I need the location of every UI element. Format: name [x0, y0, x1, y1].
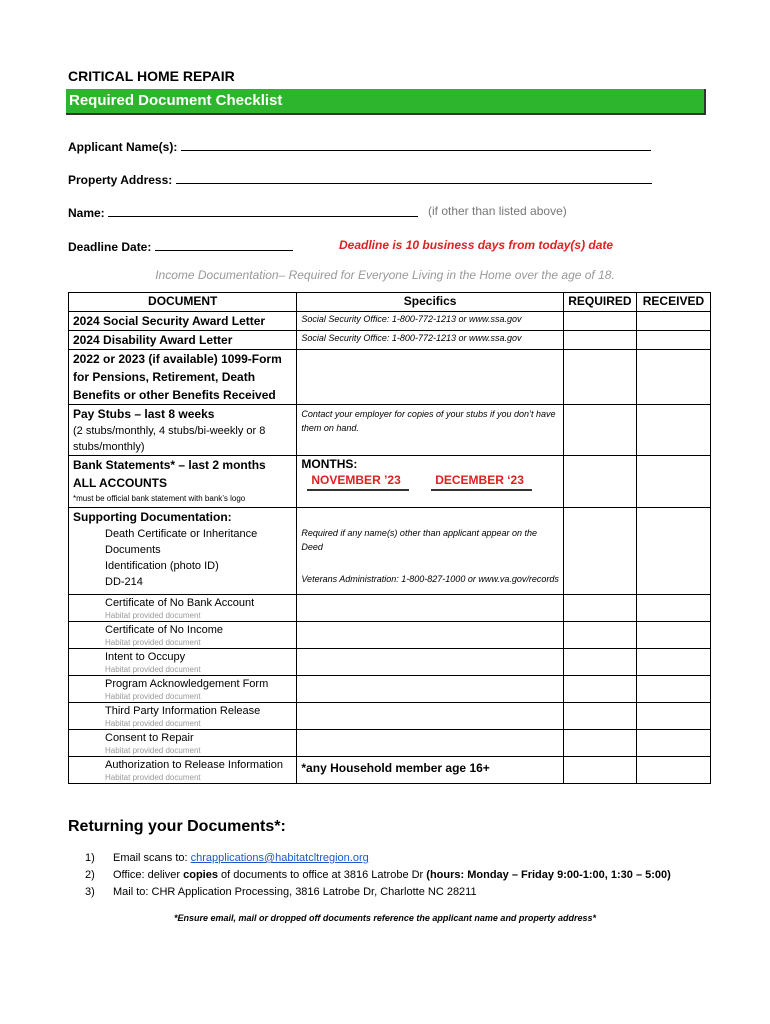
item-number: 3) — [85, 886, 95, 898]
doc-1099-form: 2022 or 2023 (if available) 1099-Form for Pensions, Retirement, Death Benefits or other Benefits Received — [69, 350, 297, 405]
table-row — [69, 331, 711, 350]
returning-title: Returning your Documents*: — [68, 818, 286, 835]
table-row — [69, 622, 711, 649]
item-text: Email scans to: — [113, 852, 191, 864]
list-item — [85, 884, 671, 901]
received-cell[interactable] — [636, 508, 710, 595]
no-bank-label: Certificate of No Bank Account — [105, 597, 255, 609]
required-cell[interactable] — [563, 703, 636, 730]
document-checklist-table — [68, 292, 711, 784]
table-row — [69, 676, 711, 703]
doc-intent — [69, 649, 297, 676]
required-cell[interactable] — [563, 757, 636, 784]
deadline-date-line[interactable] — [155, 238, 293, 251]
doc-bank-statements — [69, 456, 297, 508]
doc-ss-award: 2024 Social Security Award Letter — [69, 312, 297, 331]
doc-authorization — [69, 757, 297, 784]
spec-empty — [297, 350, 563, 405]
required-cell[interactable] — [563, 350, 636, 405]
table-row — [69, 312, 711, 331]
table-row — [69, 456, 711, 508]
spec-ss-award: Social Security Office: 1-800-772-1213 or www.ssa.gov — [297, 312, 563, 331]
required-cell[interactable] — [563, 508, 636, 595]
item-text: Office: deliver — [113, 869, 184, 881]
header-required: REQUIRED — [563, 293, 636, 312]
habitat-note: Habitat provided document — [105, 746, 201, 755]
spec-empty — [297, 703, 563, 730]
doc-disability: 2024 Disability Award Letter — [69, 331, 297, 350]
paystubs-note: (2 stubs/monthly, 4 stubs/bi-weekly or 8 stubs/monthly) — [73, 425, 266, 453]
doc-consent — [69, 730, 297, 757]
consent-label: Consent to Repair — [105, 732, 194, 744]
intent-label: Intent to Occupy — [105, 651, 186, 663]
required-cell[interactable] — [563, 405, 636, 456]
table-row — [69, 757, 711, 784]
doc-no-bank — [69, 595, 297, 622]
table-row — [69, 350, 711, 405]
table-row — [69, 508, 711, 595]
name-line[interactable] — [108, 204, 418, 217]
income-documentation-note: Income Documentation– Required for Everyone Living in the Home over the age of 18. — [155, 268, 615, 282]
program-ack-label: Program Acknowledgement Form — [105, 678, 269, 690]
item-number: 2) — [85, 869, 95, 881]
spec-paystubs: Contact your employer for copies of your stubs if you don’t have them on hand. — [297, 405, 563, 456]
third-party-label: Third Party Information Release — [105, 705, 261, 717]
received-cell[interactable] — [636, 676, 710, 703]
banner-title: Required Document Checklist — [69, 92, 283, 109]
received-cell[interactable] — [636, 622, 710, 649]
received-cell[interactable] — [636, 730, 710, 757]
returning-list — [85, 850, 671, 901]
property-address-label: Property Address: — [68, 173, 173, 187]
required-cell[interactable] — [563, 649, 636, 676]
property-address-field[interactable] — [68, 171, 652, 187]
spec-empty — [297, 649, 563, 676]
spec-empty — [297, 622, 563, 649]
month-december: DECEMBER ‘23 — [431, 473, 532, 491]
doc-third-party — [69, 703, 297, 730]
office-hours: (hours: Monday – Friday 9:00-1:00, 1:30 – 5:00) — [426, 869, 671, 881]
doc-supporting — [69, 508, 297, 595]
received-cell[interactable] — [636, 649, 710, 676]
name-field[interactable] — [68, 204, 418, 220]
required-cell[interactable] — [563, 456, 636, 508]
months-label: MONTHS: — [301, 457, 358, 471]
required-cell[interactable] — [563, 331, 636, 350]
habitat-note: Habitat provided document — [105, 692, 201, 701]
doc-photo-id: Identification (photo ID) — [105, 560, 219, 572]
received-cell[interactable] — [636, 312, 710, 331]
list-item — [85, 867, 671, 884]
spec-supporting — [297, 508, 563, 595]
item-bold: copies — [183, 869, 218, 881]
habitat-note: Habitat provided document — [105, 638, 201, 647]
bank-title: Bank Statements* – last 2 months — [73, 458, 266, 472]
spec-months — [297, 456, 563, 508]
received-cell[interactable] — [636, 703, 710, 730]
spec-dd214: Veterans Administration: 1-800-827-1000 or www.va.gov/records — [301, 574, 559, 584]
spec-household: *any Household member age 16+ — [297, 757, 563, 784]
required-cell[interactable] — [563, 676, 636, 703]
table-row — [69, 405, 711, 456]
applicant-name-label: Applicant Name(s): — [68, 140, 178, 154]
header-specifics: Specifics — [297, 293, 563, 312]
applicant-name-line[interactable] — [181, 138, 651, 151]
habitat-note: Habitat provided document — [105, 773, 201, 782]
received-cell[interactable] — [636, 456, 710, 508]
required-cell[interactable] — [563, 595, 636, 622]
spec-death-certificate: Required if any name(s) other than applicant appear on the Deed — [301, 528, 538, 552]
item-text: of documents to office at 3816 Latrobe Dr — [217, 869, 427, 881]
name-note: (if other than listed above) — [428, 204, 567, 218]
deadline-note: Deadline is 10 business days from today(s) date — [339, 238, 614, 252]
received-cell[interactable] — [636, 595, 710, 622]
applicant-name-field[interactable] — [68, 138, 651, 154]
doc-paystubs — [69, 405, 297, 456]
item-text: Mail to: CHR Application Processing, 3816 Latrobe Dr, Charlotte NC 28211 — [113, 886, 477, 898]
email-link[interactable]: chrapplications@habitatcltregion.org — [190, 852, 369, 864]
required-cell[interactable] — [563, 312, 636, 331]
received-cell[interactable] — [636, 331, 710, 350]
deadline-date-field[interactable] — [68, 238, 293, 254]
bank-note: *must be official bank statement with bank’s logo — [73, 494, 246, 503]
habitat-note: Habitat provided document — [105, 665, 201, 674]
spec-empty — [297, 676, 563, 703]
spec-empty — [297, 730, 563, 757]
name-label: Name: — [68, 206, 105, 220]
spec-empty — [297, 595, 563, 622]
property-address-line[interactable] — [176, 171, 652, 184]
doc-program-ack — [69, 676, 297, 703]
table-row — [69, 595, 711, 622]
table-row — [69, 703, 711, 730]
month-november: NOVEMBER ’23 — [307, 473, 408, 491]
table-row — [69, 730, 711, 757]
bank-all-accounts: ALL ACCOUNTS — [73, 476, 167, 490]
doc-death-certificate: Death Certificate or Inheritance Documents — [105, 528, 258, 556]
item-number: 1) — [85, 852, 95, 864]
table-header-row — [69, 293, 711, 312]
header-received: RECEIVED — [636, 293, 710, 312]
list-item — [85, 850, 671, 867]
required-cell[interactable] — [563, 622, 636, 649]
habitat-note: Habitat provided document — [105, 719, 201, 728]
deadline-date-label: Deadline Date: — [68, 240, 152, 254]
header-document: DOCUMENT — [69, 293, 297, 312]
checklist-banner — [66, 89, 706, 115]
spec-disability: Social Security Office: 1-800-772-1213 or www.ssa.gov — [297, 331, 563, 350]
paystubs-title: Pay Stubs – last 8 weeks — [73, 407, 215, 421]
page-title: CRITICAL HOME REPAIR — [68, 68, 235, 84]
supporting-title: Supporting Documentation: — [73, 510, 232, 524]
received-cell[interactable] — [636, 405, 710, 456]
doc-dd214: DD-214 — [105, 576, 143, 588]
received-cell[interactable] — [636, 350, 710, 405]
table-row — [69, 649, 711, 676]
no-income-label: Certificate of No Income — [105, 624, 223, 636]
footer-note: *Ensure email, mail or dropped off documents reference the applicant name and property address* — [174, 913, 596, 923]
habitat-note: Habitat provided document — [105, 611, 201, 620]
received-cell[interactable] — [636, 757, 710, 784]
authorization-label: Authorization to Release Information — [105, 759, 283, 771]
required-cell[interactable] — [563, 730, 636, 757]
doc-no-income — [69, 622, 297, 649]
